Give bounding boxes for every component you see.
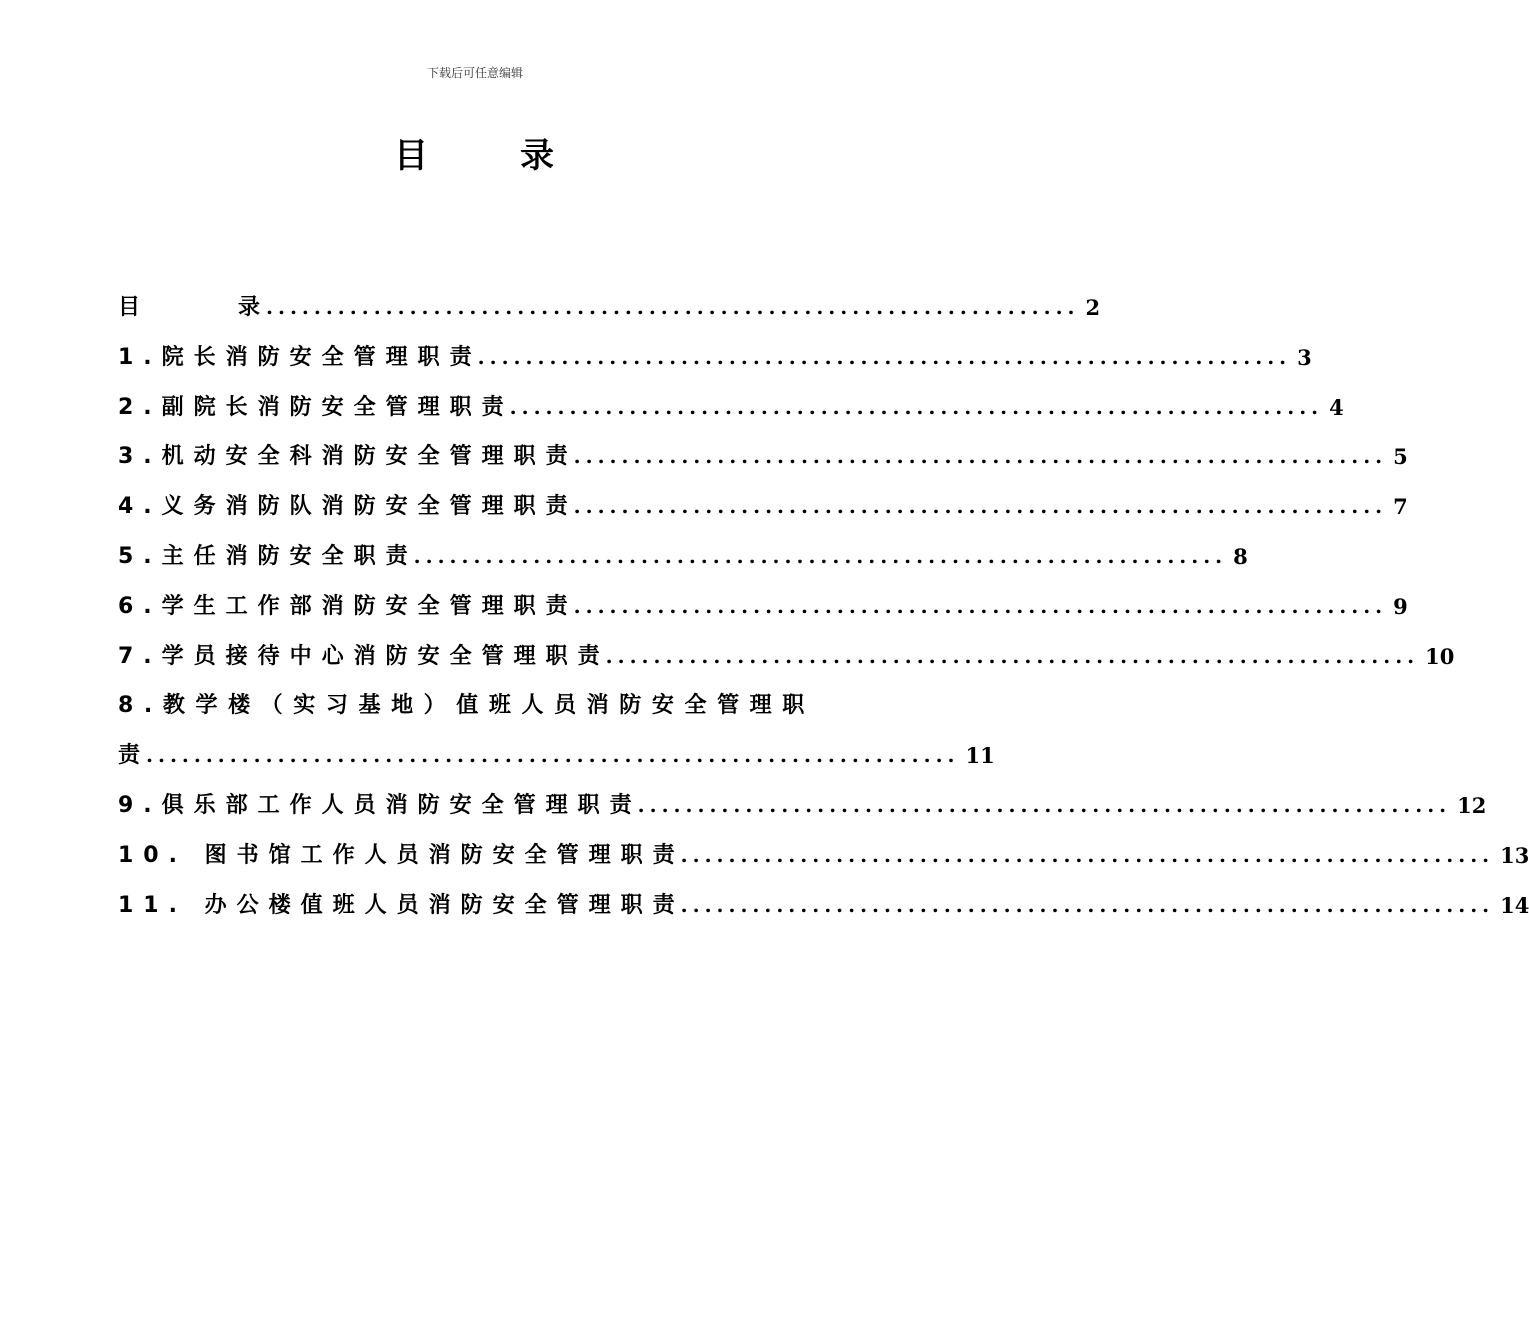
dot-leader: .................................................................... [680, 842, 1495, 867]
toc-entry-label-continued: 责 [118, 743, 151, 769]
toc-entry[interactable] [118, 333, 1312, 383]
toc-page-number: 14 [1500, 892, 1529, 918]
toc-entry[interactable] [118, 432, 1408, 482]
toc-entry-label: 1.院长消防安全管理职责 [118, 344, 482, 370]
toc-page-number: 2 [1085, 295, 1101, 320]
toc-entry[interactable] [118, 632, 1455, 682]
title-char-1: 目 [394, 136, 430, 176]
toc-entry-label: 目 录 [118, 295, 271, 320]
toc-page-number: 13 [1500, 842, 1529, 868]
header-note: 下载后可任意编辑 [426, 66, 523, 80]
dot-leader: .................................................................... [573, 593, 1388, 618]
toc-entry-wrapped-line-1[interactable] [118, 681, 830, 731]
toc-page-number: 12 [1457, 792, 1487, 818]
toc-entry-wrapped-line-2[interactable] [118, 731, 995, 781]
toc-entry-label: 4.义务消防队消防安全管理职责 [118, 494, 578, 520]
dot-leader: .................................................................... [146, 743, 960, 768]
dot-leader: .................................................................... [637, 792, 1452, 817]
toc-entry[interactable] [118, 482, 1408, 532]
toc-entry[interactable] [118, 383, 1344, 433]
dot-leader: .................................................................... [413, 543, 1228, 568]
toc-entry-label: 6.学生工作部消防安全管理职责 [118, 593, 578, 619]
toc-entry-label: 7.学员接待中心消防安全管理职责 [118, 643, 610, 669]
title-char-2: 录 [520, 136, 556, 176]
dot-leader: .................................................................... [573, 494, 1388, 519]
toc-entry[interactable] [118, 881, 1529, 931]
toc-entry[interactable] [118, 582, 1408, 632]
toc-entry-label: 10. 图书馆工作人员消防安全管理职责 [118, 842, 685, 868]
toc-entry-label: 2.副院长消防安全管理职责 [118, 394, 514, 420]
toc-entry[interactable] [118, 831, 1529, 881]
toc-page-number: 10 [1425, 643, 1455, 669]
dot-leader: .................................................................... [680, 892, 1495, 917]
toc-entry-contents[interactable] [118, 283, 1101, 333]
dot-leader: .................................................................... [477, 344, 1292, 369]
toc-page-number: 8 [1233, 543, 1248, 569]
toc-page-number: 9 [1393, 593, 1408, 619]
toc-entry-label: 11. 办公楼值班人员消防安全管理职责 [118, 892, 685, 918]
toc-entry[interactable] [118, 532, 1248, 582]
toc-entry-label: 9.俱乐部工作人员消防安全管理职责 [118, 792, 642, 818]
dot-leader: .................................................................... [509, 394, 1324, 419]
toc-entry-label: 5.主任消防安全职责 [118, 543, 418, 569]
toc-entry[interactable] [118, 781, 1487, 831]
toc-page-number: 11 [965, 743, 995, 769]
toc-page-number: 7 [1393, 494, 1408, 520]
dot-leader: .................................................................... [573, 444, 1388, 469]
toc-entry-label: 8.教学楼（实习基地）值班人员消防安全管理职 [118, 693, 815, 719]
toc-page-number: 4 [1329, 394, 1344, 420]
dot-leader: .................................................................... [266, 295, 1080, 319]
toc-page-number: 5 [1393, 444, 1408, 470]
page-title [0, 128, 950, 177]
toc-entry-label: 3.机动安全科消防安全管理职责 [118, 444, 578, 470]
toc-page-number: 3 [1297, 344, 1312, 370]
dot-leader: .................................................................... [605, 643, 1420, 668]
table-of-contents [118, 283, 1529, 930]
